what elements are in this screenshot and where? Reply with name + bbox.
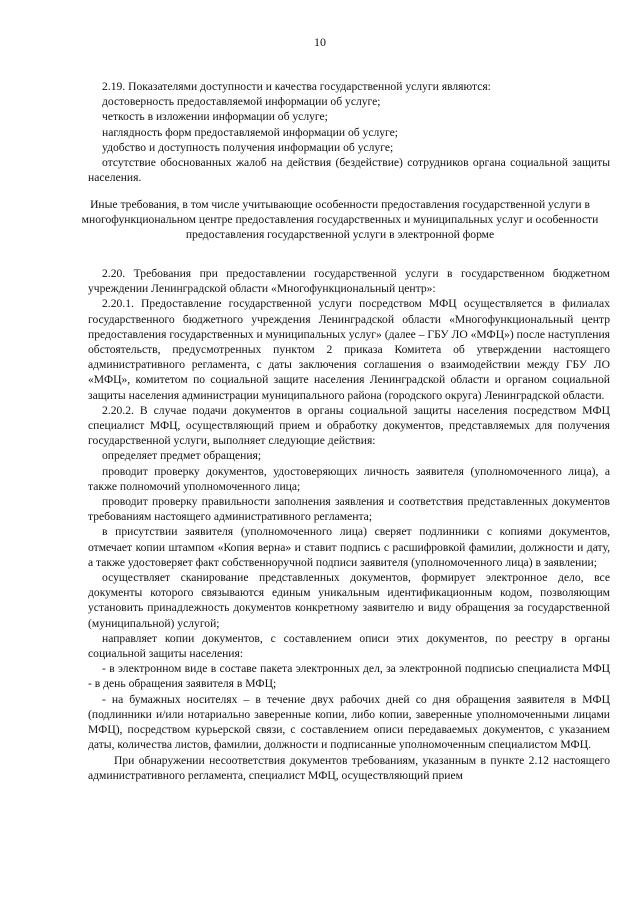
- paragraph: 2.19. Показателями доступности и качества государственной услуги являются:: [102, 80, 491, 93]
- section-2-20: [88, 266, 610, 783]
- section-2-19: [88, 79, 610, 185]
- paragraph: проводит проверку правильности заполнения заявления и соответствия представленных документов требованиям настоящего административного регламента;: [88, 495, 610, 524]
- paragraph: - в электронном виде в составе пакета электронных дел, за электронной подписью специалиста МФЦ - в день обращения заявителя в МФЦ;: [88, 662, 610, 691]
- paragraph: удобство и доступность получения информации об услуге;: [102, 140, 394, 154]
- paragraph: направляет копии документов, с составлением описи этих документов, по реестру в органы социальной защиты населения:: [88, 631, 610, 661]
- paragraph: проводит проверку документов, удостоверяющих личность заявителя (уполномоченного лица), а также полномочий уполномоченного лица;: [88, 464, 610, 493]
- paragraph: отсутствие обоснованных жалоб на действия (бездействие) сотрудников органа социальной защиты населения.: [88, 156, 610, 185]
- paragraph: в присутствии заявителя (уполномоченного лица) сверяет подлинники с копиями документов, отмечает копии штампом «Копия верна» и ставит подпись с расшифровкой фамилии, должности и дату, а также удостоверяет факт собственноручной подписи заявителя (уполномоченного лица) в заявлении;: [88, 525, 610, 569]
- section-heading: [60, 197, 620, 243]
- paragraph: - на бумажных носителях – в течение двух рабочих дней со дня обращения заявителя в МФЦ (подлинники и/или нотариально заверенные копии, либо копии, заверенные уполномоченными лицами МФЦ), посредством курьерской связи, с составлением описи передаваемых документов, с указанием даты, количества листов, фамилии, должности и подписанные уполномоченным специалистом МФЦ.: [88, 692, 610, 752]
- paragraph: 2.20.2. В случае подачи документов в органы социальной защиты населения посредством МФЦ специалист МФЦ, осуществляющий прием и обработку документов, представляемых для получения государственной услуги, выполняет следующие действия:: [88, 403, 610, 448]
- page-number: 10: [314, 35, 326, 49]
- paragraph: достоверность предоставляемой информации об услуге;: [102, 95, 381, 109]
- paragraph: осуществляет сканирование представленных документов, формирует электронное дело, все документы которого связываются единым уникальным идентификационным кодом, позволяющим установить принадлежность документов конкретному заявителю и виду обращения за государственной (муниципальной) услугой;: [88, 571, 610, 630]
- paragraph: четкость в изложении информации об услуге;: [102, 110, 328, 124]
- paragraph: 2.20. Требования при предоставлении государственной услуги в государственном бюджетном учреждении Ленинградской области «Многофункциональный центр»:: [88, 267, 610, 296]
- paragraph: наглядность форм предоставляемой информации об услуге;: [102, 125, 399, 139]
- paragraph: 2.20.1. Предоставление государственной услуги посредством МФЦ осуществляется в филиалах государственного бюджетного учреждения Ленинградской области «Многофункциональный центр предоставления государственных и муниципальных услуг» (далее – ГБУ ЛО «МФЦ») после наступления обстоятельств, предусмотренных пунктом 2 приказа Комитета об утверждении настоящего административного регламента, с даты заключения соглашения о взаимодействии между ГБУ ЛО «МФЦ», комитетом по социальной защите населения Ленинградской области и органом социальной защиты населения администрации муниципального района (городского округа) Ленинградской области.: [88, 297, 610, 402]
- heading-text: Иные требования, в том числе учитывающие особенности предоставления государственной услуги в многофункциональном центре предоставления государственных и муниципальных услуг и особенности предоставления государственной услуги в электронной форме: [81, 198, 599, 242]
- paragraph: При обнаружении несоответствия документов требованиям, указанным в пункте 2.12 настоящего административного регламента, специалист МФЦ, осуществляющий прием: [88, 753, 610, 782]
- paragraph: определяет предмет обращения;: [102, 449, 262, 463]
